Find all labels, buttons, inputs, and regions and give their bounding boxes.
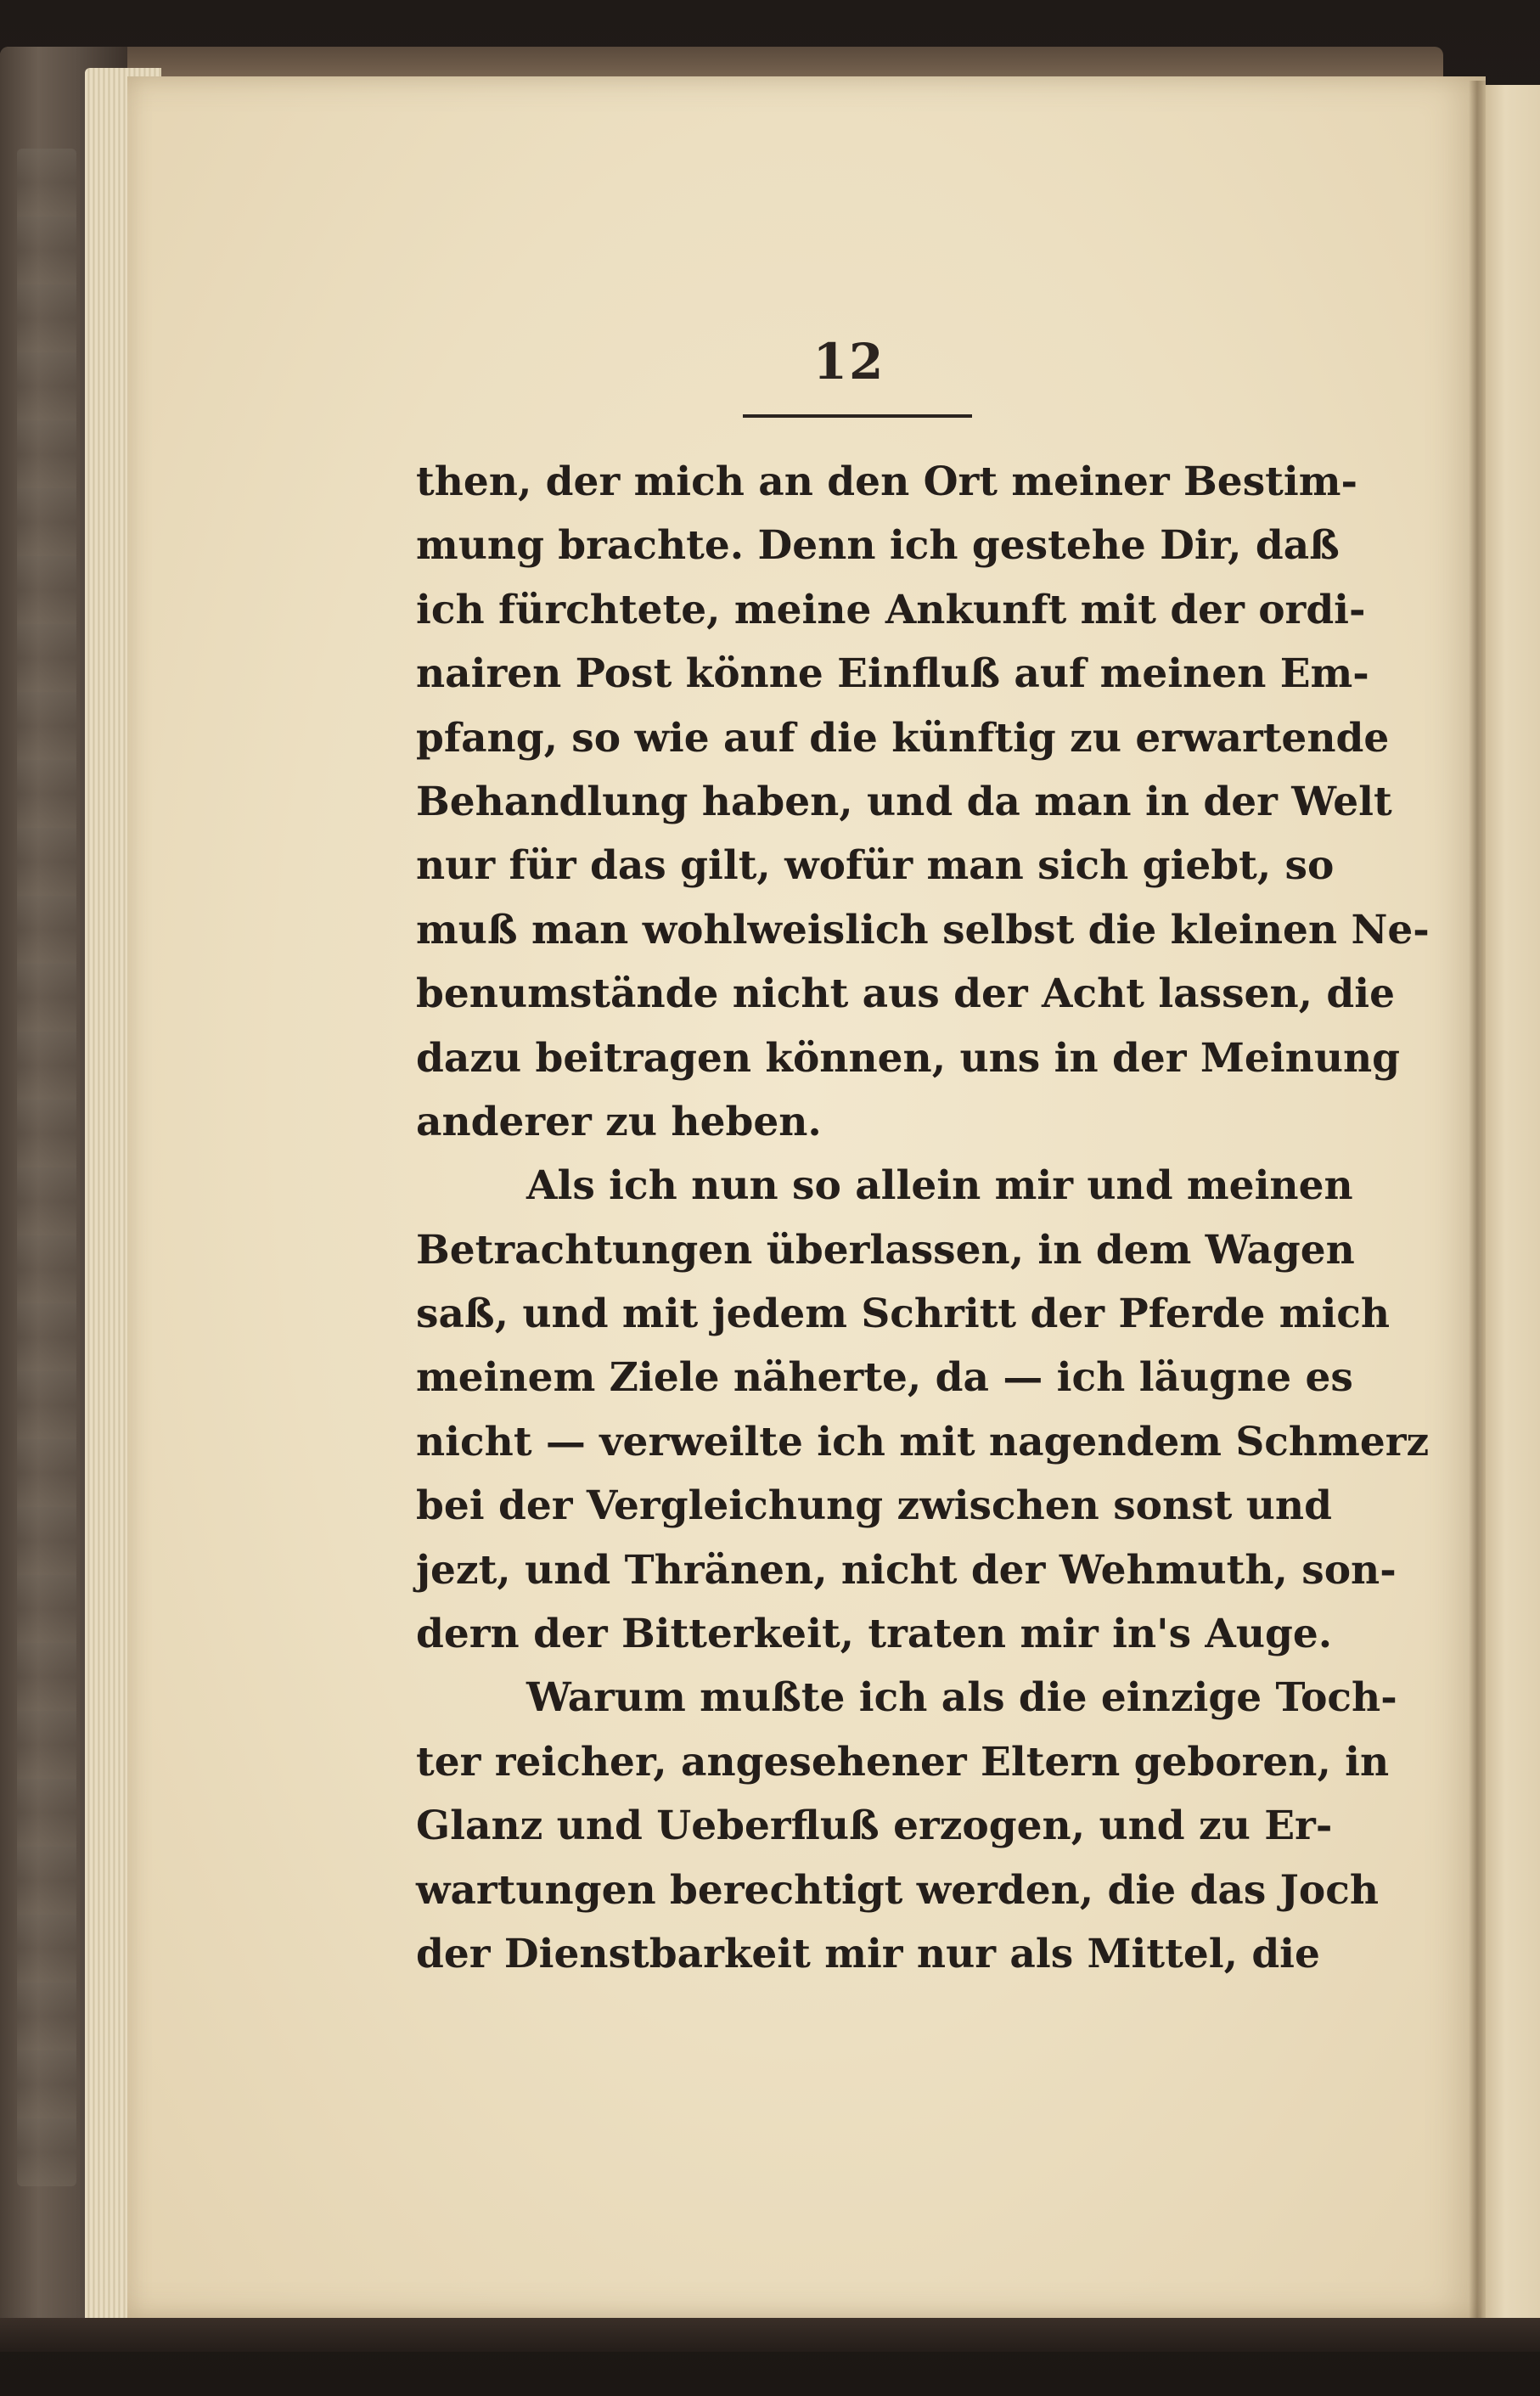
text-line: Betrachtungen überlassen, in dem Wagen (416, 1226, 1355, 1274)
text-line: ter reicher, angesehener Eltern geboren, in (416, 1738, 1390, 1786)
text-line: der Dienstbarkeit mir nur als Mittel, die (416, 1930, 1320, 1977)
book-cover-bottom (0, 2318, 1540, 2352)
text-line: benumstände nicht aus der Acht lassen, die (416, 970, 1395, 1018)
text-line: Als ich nun so allein mir und meinen (526, 1162, 1353, 1210)
text-line: dern der Bitterkeit, traten mir in's Auge. (416, 1611, 1333, 1658)
text-line: jezt, und Thränen, nicht der Wehmuth, son- (416, 1546, 1397, 1594)
page-gutter (1469, 81, 1486, 2322)
text-line: saß, und mit jedem Schritt der Pferde mich (416, 1291, 1391, 1338)
text-line: bei der Vergleichung zwischen sonst und (416, 1482, 1332, 1530)
header-rule (743, 414, 972, 418)
text-line: pfang, so wie auf die künftig zu erwartende (416, 714, 1390, 762)
text-line: nur für das gilt, wofür man sich giebt, so (416, 842, 1335, 890)
text-line: Behandlung haben, und da man in der Welt (416, 778, 1392, 825)
text-line: then, der mich an den Ort meiner Bestim- (416, 458, 1357, 505)
text-line: ich fürchtete, meine Ankunft mit der ordi- (416, 586, 1366, 633)
facing-page (1481, 85, 1540, 2318)
body-text (416, 450, 1430, 1986)
text-line: Warum mußte ich als die einzige Toch- (526, 1674, 1397, 1722)
text-line: nicht — verweilte ich mit nagendem Schmerz (416, 1418, 1430, 1465)
text-line: mung brachte. Denn ich gestehe Dir, daß (416, 522, 1340, 570)
page-number: 12 (812, 333, 885, 391)
book-cover-top (0, 47, 1443, 81)
text-line: anderer zu heben. (416, 1098, 822, 1145)
text-line: muß man wohlweislich selbst die kleinen Ne- (416, 906, 1430, 953)
text-line: dazu beitragen können, uns in der Meinung (416, 1034, 1401, 1082)
text-line: meinem Ziele näherte, da — ich läugne es (416, 1354, 1353, 1402)
text-line: nairen Post könne Einfluß auf meinen Em- (416, 650, 1369, 698)
text-line: wartungen berechtigt werden, die das Joch (416, 1866, 1380, 1914)
text-line: Glanz und Ueberfluß erzogen, und zu Er- (416, 1803, 1333, 1850)
